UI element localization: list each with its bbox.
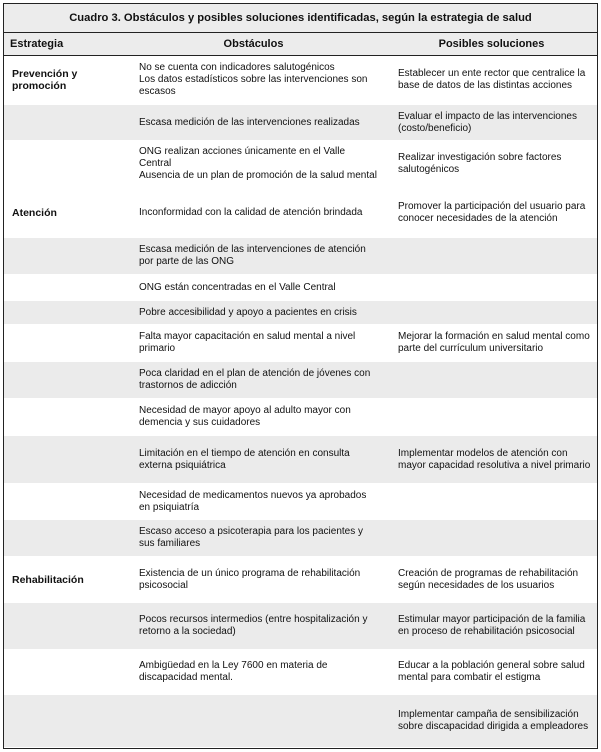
table-row: [4, 56, 597, 105]
obstacle-cell: Escasa medición de las intervenciones de atención por parte de las ONG: [121, 238, 386, 275]
solution-cell: Implementar modelos de atención con mayor capacidad resolutiva a nivel primario: [386, 436, 597, 484]
solution-cell: Estimular mayor participación de la familia en proceso de rehabilitación psicosocial: [386, 603, 597, 650]
table-row: [4, 325, 597, 362]
solution-cell: [386, 362, 597, 399]
strategy-cell: [4, 301, 121, 325]
obstacle-cell: Pocos recursos intermedios (entre hospitalización y retorno a la sociedad): [121, 603, 386, 650]
strategy-cell: [4, 695, 121, 747]
table-caption: Cuadro 3. Obstáculos y posibles soluciones identificadas, según la estrategia de salud: [4, 4, 597, 33]
table-row: [4, 603, 597, 650]
solution-cell: [386, 238, 597, 275]
solution-cell: Promover la participación del usuario para conocer necesidades de la atención: [386, 188, 597, 238]
table-frame: [3, 3, 598, 749]
table-row: [4, 520, 597, 557]
obstacle-cell: ONG están concentradas en el Valle Central: [121, 275, 386, 301]
table-row: [4, 695, 597, 747]
obstacle-cell: Inconformidad con la calidad de atención brindada: [121, 188, 386, 238]
strategy-cell: [4, 436, 121, 484]
header-strategy: Estrategia: [4, 33, 121, 56]
obstacle-cell: Pobre accesibilidad y apoyo a pacientes en crisis: [121, 301, 386, 325]
obstacle-cell: Falta mayor capacitación en salud mental a nivel primario: [121, 325, 386, 362]
strategy-cell: [4, 362, 121, 399]
strategy-cell: [4, 650, 121, 695]
strategy-cell: [4, 484, 121, 520]
solution-cell: [386, 484, 597, 520]
table-row: [4, 436, 597, 484]
table-row: [4, 141, 597, 188]
obstacles-table: [4, 33, 597, 747]
strategy-cell: [4, 399, 121, 436]
strategy-cell: [4, 275, 121, 301]
table-row: [4, 301, 597, 325]
solution-cell: [386, 301, 597, 325]
strategy-cell: [4, 325, 121, 362]
strategy-cell: Atención: [4, 188, 121, 238]
obstacle-cell: Escaso acceso a psicoterapia para los pacientes y sus familiares: [121, 520, 386, 557]
solution-cell: [386, 399, 597, 436]
table-row: [4, 362, 597, 399]
header-row: [4, 33, 597, 56]
obstacle-cell: Limitación en el tiempo de atención en consulta externa psiquiátrica: [121, 436, 386, 484]
table-row: [4, 238, 597, 275]
solution-cell: Educar a la población general sobre salud mental para combatir el estigma: [386, 650, 597, 695]
header-obstacles: Obstáculos: [121, 33, 386, 56]
table-body: [4, 56, 597, 747]
strategy-cell: [4, 141, 121, 188]
table-row: [4, 275, 597, 301]
obstacle-cell: Ambigüedad en la Ley 7600 en materia de discapacidad mental.: [121, 650, 386, 695]
obstacle-cell: Necesidad de mayor apoyo al adulto mayor con demencia y sus cuidadores: [121, 399, 386, 436]
solution-cell: [386, 275, 597, 301]
header-solutions: Posibles soluciones: [386, 33, 597, 56]
solution-cell: Establecer un ente rector que centralice la base de datos de las distintas acciones: [386, 56, 597, 105]
strategy-cell: [4, 238, 121, 275]
table-row: [4, 484, 597, 520]
strategy-cell: Rehabilitación: [4, 557, 121, 603]
table-row: [4, 557, 597, 603]
solution-cell: Creación de programas de rehabilitación según necesidades de los usuarios: [386, 557, 597, 603]
obstacle-cell: Necesidad de medicamentos nuevos ya aprobados en psiquiatría: [121, 484, 386, 520]
obstacle-cell: ONG realizan acciones únicamente en el Valle Central Ausencia de un plan de promoción de la salud mental: [121, 141, 386, 188]
table-row: [4, 650, 597, 695]
solution-cell: [386, 520, 597, 557]
table-row: [4, 105, 597, 141]
solution-cell: Evaluar el impacto de las intervenciones (costo/beneficio): [386, 105, 597, 141]
solution-cell: Realizar investigación sobre factores salutogénicos: [386, 141, 597, 188]
obstacle-cell: No se cuenta con indicadores salutogénicos Los datos estadísticos sobre las intervenciones son escasos: [121, 56, 386, 105]
table-row: [4, 399, 597, 436]
strategy-cell: [4, 105, 121, 141]
solution-cell: Implementar campaña de sensibilización sobre discapacidad dirigida a empleadores: [386, 695, 597, 747]
obstacle-cell: Existencia de un único programa de rehabilitación psicosocial: [121, 557, 386, 603]
obstacle-cell: Poca claridad en el plan de atención de jóvenes con trastornos de adicción: [121, 362, 386, 399]
obstacle-cell: [121, 695, 386, 747]
strategy-cell: [4, 603, 121, 650]
table-row: [4, 188, 597, 238]
strategy-cell: Prevención y promoción: [4, 56, 121, 105]
obstacle-cell: Escasa medición de las intervenciones realizadas: [121, 105, 386, 141]
strategy-cell: [4, 520, 121, 557]
solution-cell: Mejorar la formación en salud mental como parte del currículum universitario: [386, 325, 597, 362]
